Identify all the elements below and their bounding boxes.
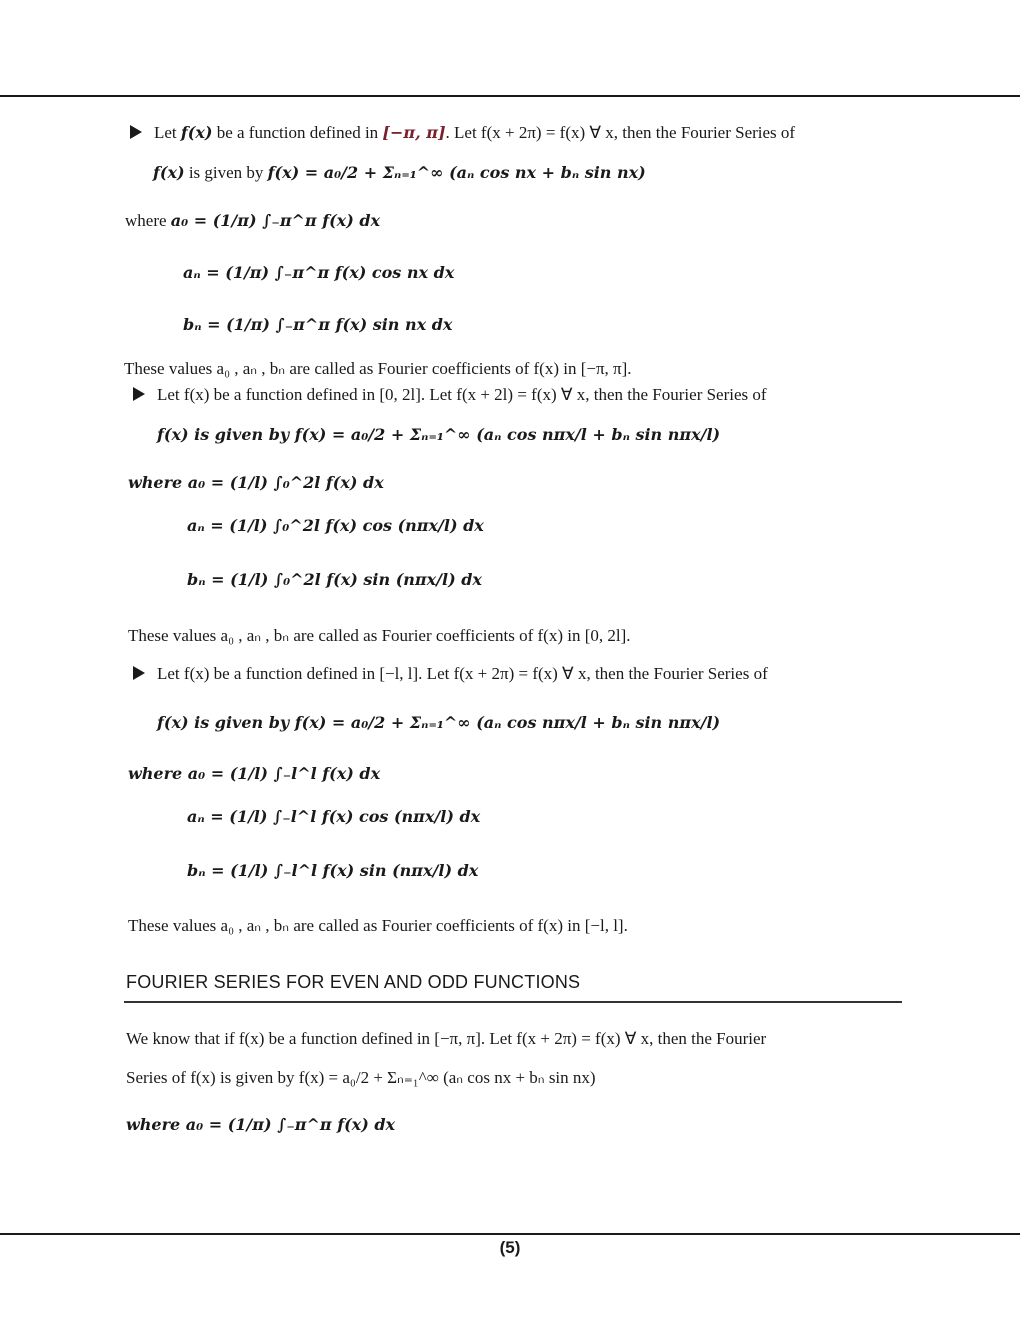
section3-series-line: f(x) is given by f(x) = a₀/2 + Σₙ₌₁^∞ (aₙ cos nπx/l + bₙ sin nπx/l): [157, 713, 721, 732]
bullet-arrow-icon: [130, 125, 142, 139]
section1-bullet-text: Let: [154, 123, 181, 142]
bullet-arrow-icon: [133, 666, 145, 680]
where-label: where: [125, 211, 171, 230]
section4-para-line2: Series of f(x) is given by f(x) = a₀/2 + Σₙ₌₁^∞ (aₙ cos nx + bₙ sin nx): [126, 1068, 596, 1087]
section4-para-line1: We know that if f(x) be a function defined in [−π, π]. Let f(x + 2π) = f(x) ∀ x, then the Fourier: [126, 1029, 767, 1048]
section2-a0-formula: where a₀ = (1/l) ∫₀^2l f(x) dx: [128, 473, 384, 492]
interval-text: [−π, π]: [382, 123, 446, 142]
header-rule: [0, 95, 1020, 97]
section3-bullet-text: Let f(x) be a function defined in [−l, l]. Let f(x + 2π) = f(x) ∀ x, then the Fourier Series of: [157, 664, 768, 683]
fx-symbol: f(x): [153, 163, 185, 182]
periodic-text: . Let f(x + 2π) = f(x) ∀ x, then the Fourier Series of: [445, 123, 796, 142]
footer-rule: [0, 1233, 1020, 1235]
series-intro: is given by: [184, 163, 268, 182]
fx-symbol: f(x): [180, 123, 213, 142]
page-number: (5): [499, 1238, 521, 1257]
section3-an-formula: aₙ = (1/l) ∫₋l^l f(x) cos (nπx/l) dx: [187, 807, 481, 826]
heading-rule: [124, 1001, 902, 1003]
section2-series-line: f(x) is given by f(x) = a₀/2 + Σₙ₌₁^∞ (aₙ cos nπx/l + bₙ sin nπx/l): [157, 425, 721, 444]
a0-formula: a₀ = (1/π) ∫₋π^π f(x) dx: [170, 211, 381, 230]
section1-an-formula: aₙ = (1/π) ∫₋π^π f(x) cos nx dx: [183, 263, 455, 282]
section1-conclusion: These values a₀ , aₙ , bₙ are called as Fourier coefficients of f(x) in [−π, π].: [124, 359, 632, 378]
section1-series-line: [153, 162, 646, 184]
section3-a0-formula: where a₀ = (1/l) ∫₋l^l f(x) dx: [128, 764, 381, 783]
section2-conclusion: These values a₀ , aₙ , bₙ are called as Fourier coefficients of f(x) in [0, 2l].: [128, 626, 631, 645]
section-heading: FOURIER SERIES FOR EVEN AND ODD FUNCTIONS: [126, 972, 581, 992]
section4-a0-formula: where a₀ = (1/π) ∫₋π^π f(x) dx: [126, 1115, 396, 1134]
section2-an-formula: aₙ = (1/l) ∫₀^2l f(x) cos (nπx/l) dx: [187, 516, 484, 535]
section1-bullet-line: [130, 122, 795, 144]
section2-bn-formula: bₙ = (1/l) ∫₀^2l f(x) sin (nπx/l) dx: [187, 570, 482, 589]
section3-conclusion: These values a₀ , aₙ , bₙ are called as Fourier coefficients of f(x) in [−l, l].: [128, 916, 628, 935]
section3-bullet-line: [133, 663, 768, 685]
bullet-arrow-icon: [133, 387, 145, 401]
defined-in-text: be a function defined in: [212, 123, 383, 142]
section1-bn-formula: bₙ = (1/π) ∫₋π^π f(x) sin nx dx: [183, 315, 453, 334]
series-formula: f(x) = a₀/2 + Σₙ₌₁^∞ (aₙ cos nx + bₙ sin nx): [267, 163, 646, 182]
section2-bullet-line: [133, 384, 767, 406]
section1-a0-line: [125, 210, 380, 232]
section3-bn-formula: bₙ = (1/l) ∫₋l^l f(x) sin (nπx/l) dx: [187, 861, 479, 880]
section2-bullet-text: Let f(x) be a function defined in [0, 2l]. Let f(x + 2l) = f(x) ∀ x, then the Fourier Series of: [157, 385, 767, 404]
